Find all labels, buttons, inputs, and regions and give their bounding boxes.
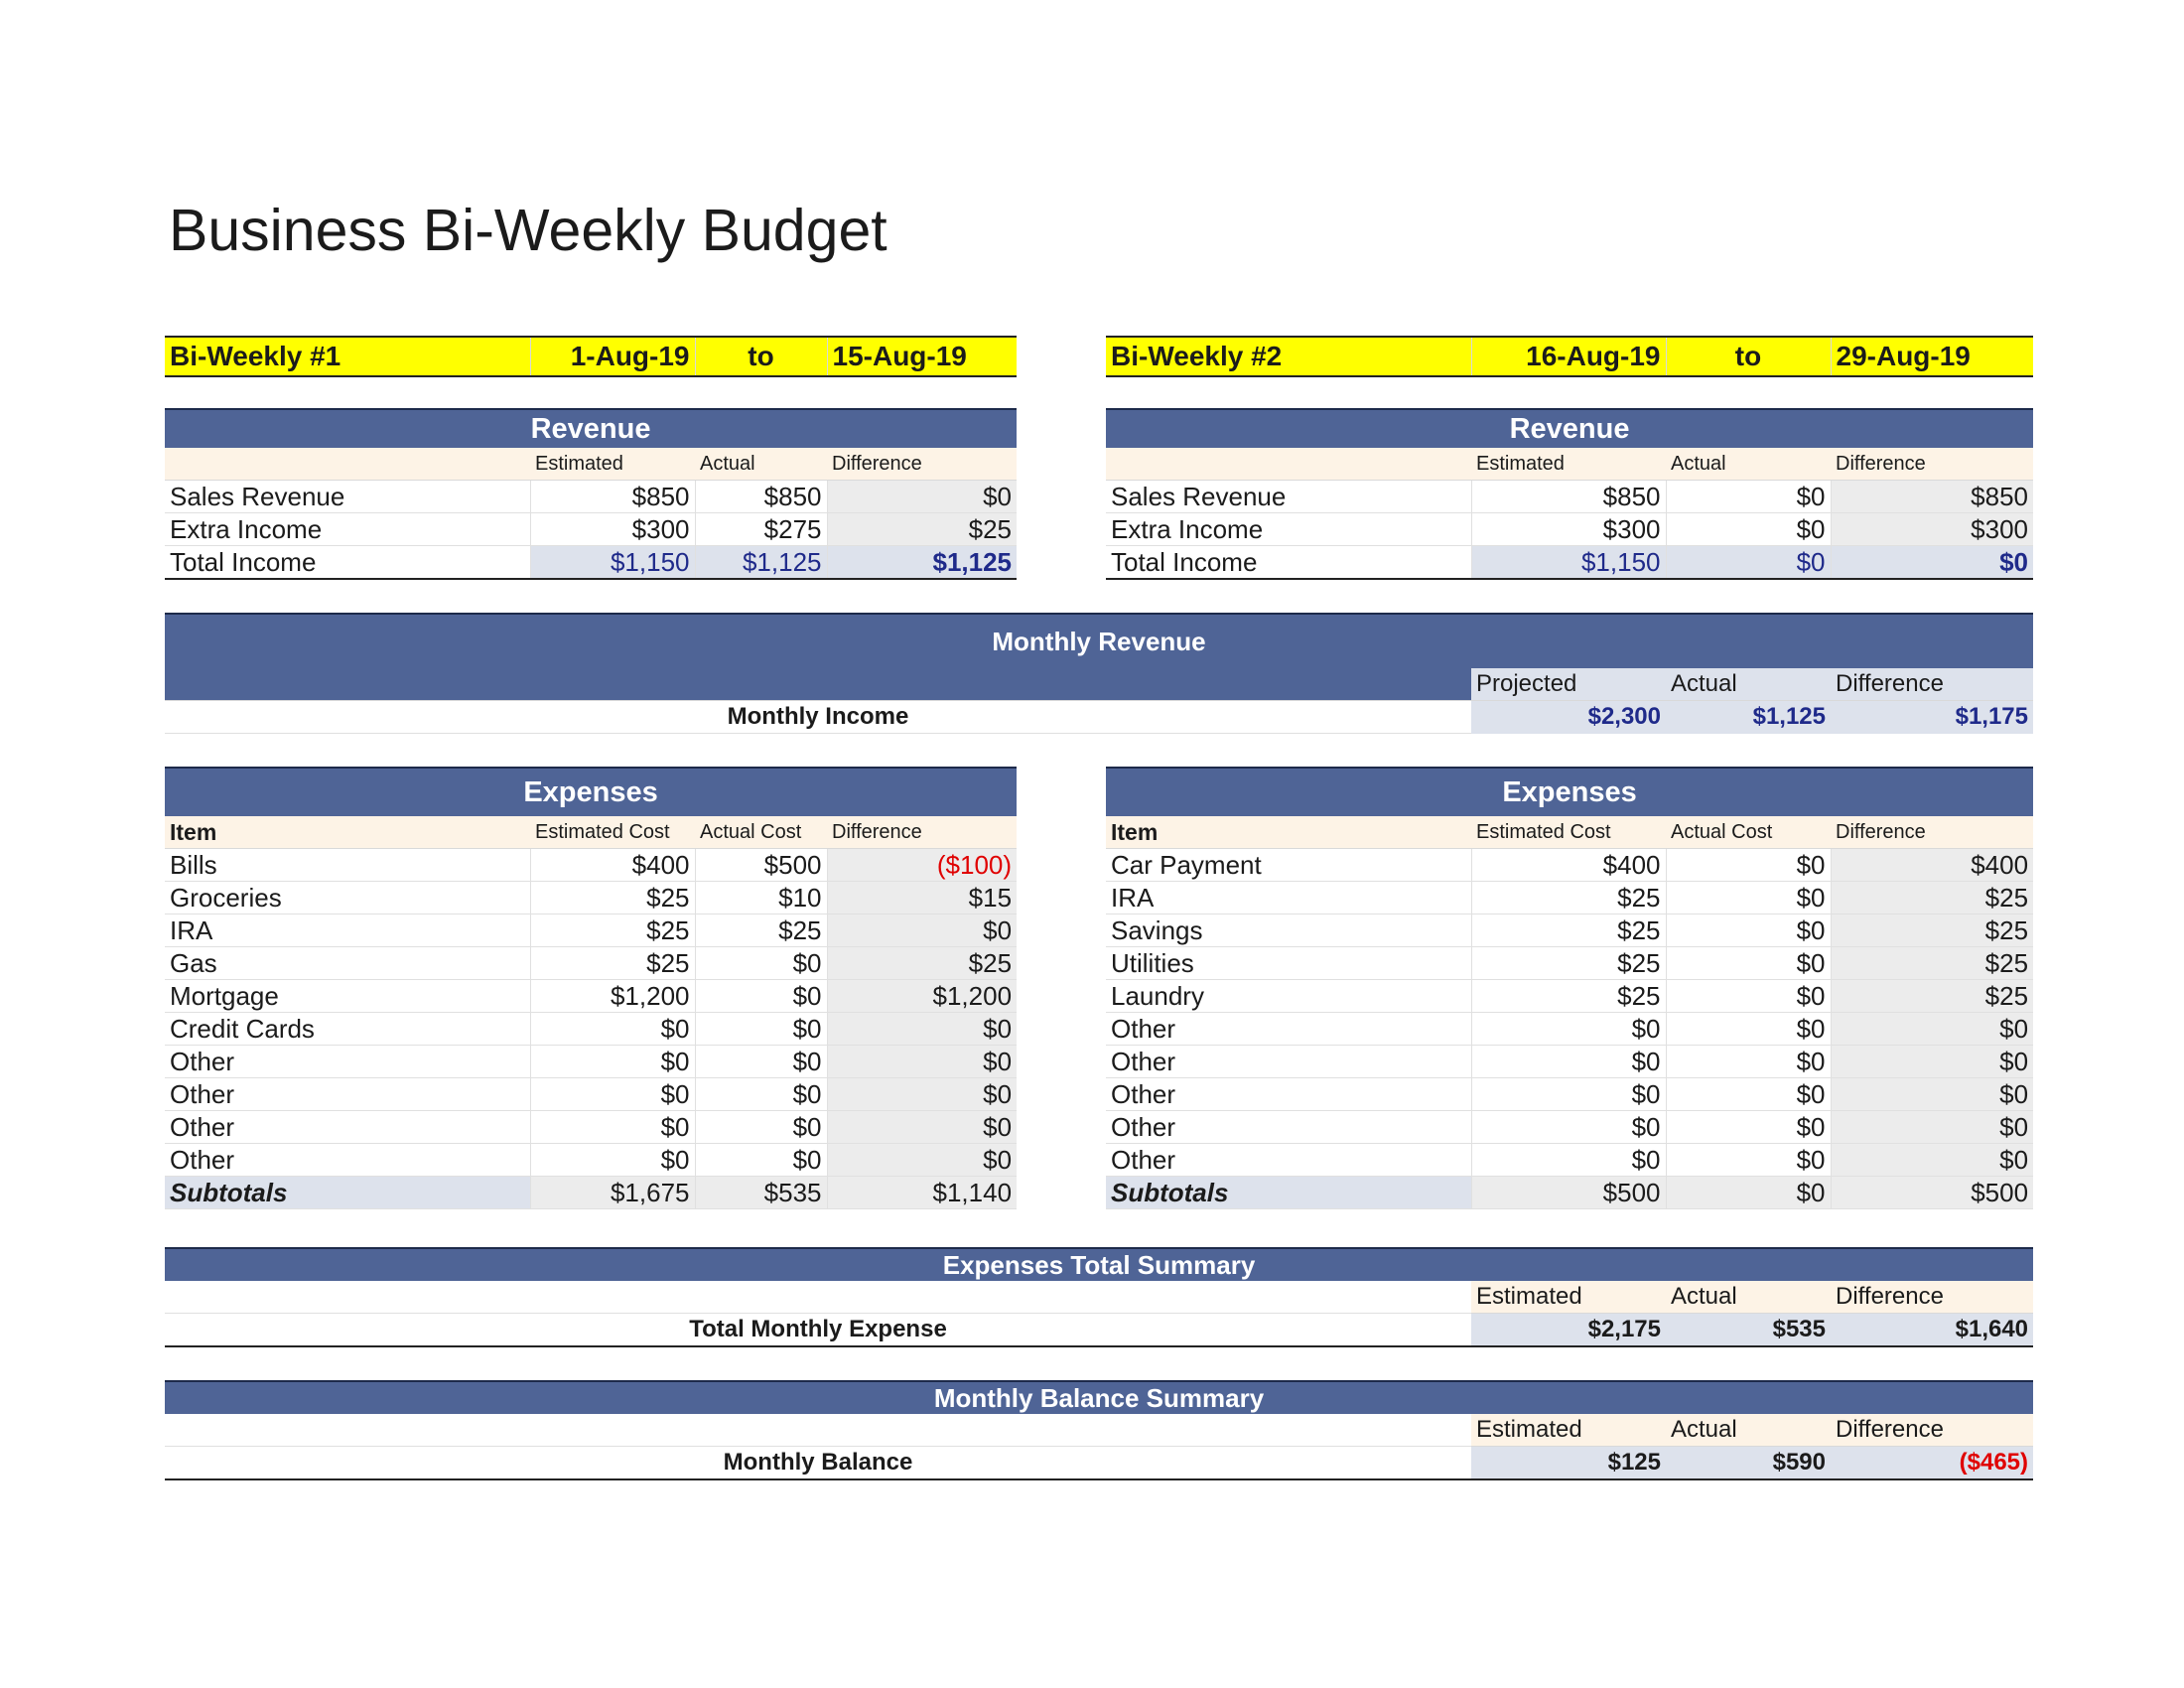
item-cell[interactable]: Utilities bbox=[1106, 947, 1471, 980]
difference-total: $0 bbox=[1831, 546, 2033, 580]
actual-cost-cell[interactable]: $500 bbox=[695, 849, 827, 882]
item-cell[interactable]: IRA bbox=[165, 914, 530, 947]
table-row bbox=[165, 481, 1017, 513]
actual-value: $590 bbox=[1666, 1447, 1831, 1480]
row-label: Total Income bbox=[1106, 546, 1471, 580]
item-cell[interactable]: Other bbox=[165, 1078, 530, 1111]
row-label: Sales Revenue bbox=[1106, 481, 1471, 513]
actual-cost-cell[interactable]: $25 bbox=[695, 914, 827, 947]
estimated-subtotal: $500 bbox=[1471, 1177, 1666, 1209]
difference-cell: $25 bbox=[827, 947, 1017, 980]
col-projected: Projected bbox=[1471, 668, 1666, 701]
difference-total: $1,125 bbox=[827, 546, 1017, 580]
estimated-subtotal: $1,675 bbox=[530, 1177, 695, 1209]
subtotal-row bbox=[1106, 1177, 2033, 1209]
estimated-value: $125 bbox=[1471, 1447, 1666, 1480]
col-estimated: Estimated bbox=[1471, 1414, 1666, 1447]
difference-cell: $0 bbox=[827, 481, 1017, 513]
actual-cell[interactable]: $0 bbox=[1666, 513, 1831, 546]
subtotal-label: Subtotals bbox=[1106, 1177, 1471, 1209]
difference-cell: $15 bbox=[827, 882, 1017, 914]
period-to: to bbox=[695, 337, 827, 376]
col-estimated: Estimated bbox=[1471, 1281, 1666, 1314]
difference-cell: $25 bbox=[827, 513, 1017, 546]
period-start-date[interactable]: 16-Aug-19 bbox=[1471, 337, 1666, 376]
col-estimated: Estimated bbox=[1471, 448, 1666, 481]
estimated-value: $2,175 bbox=[1471, 1314, 1666, 1347]
actual-value: $535 bbox=[1666, 1314, 1831, 1347]
actual-cost-cell[interactable]: $10 bbox=[695, 882, 827, 914]
actual-cost-cell[interactable]: $0 bbox=[1666, 947, 1831, 980]
difference-cell: $0 bbox=[827, 1111, 1017, 1144]
total-row bbox=[1106, 546, 2033, 580]
estimated-cell[interactable]: $300 bbox=[530, 513, 695, 546]
monthly-revenue-table bbox=[165, 613, 2033, 734]
period-start-date[interactable]: 1-Aug-19 bbox=[530, 337, 695, 376]
actual-cell[interactable]: $850 bbox=[695, 481, 827, 513]
table-row bbox=[1106, 914, 2033, 947]
monthly-balance-label: Monthly Balance bbox=[165, 1447, 1471, 1480]
estimated-cost-cell[interactable]: $0 bbox=[530, 1013, 695, 1046]
estimated-cost-cell[interactable]: $25 bbox=[1471, 882, 1666, 914]
difference-value: ($465) bbox=[1831, 1447, 2033, 1480]
expenses-table-2 bbox=[1106, 767, 2033, 1209]
item-cell[interactable]: Other bbox=[165, 1144, 530, 1177]
col-estimated-cost: Estimated Cost bbox=[530, 816, 695, 849]
table-row bbox=[1106, 1144, 2033, 1177]
actual-cell[interactable]: $0 bbox=[1666, 481, 1831, 513]
subtotal-row bbox=[165, 1177, 1017, 1209]
monthly-revenue-heading: Monthly Revenue bbox=[165, 614, 2033, 668]
col-actual-cost: Actual Cost bbox=[1666, 816, 1831, 849]
table-row bbox=[1106, 849, 2033, 882]
table-row bbox=[1106, 1046, 2033, 1078]
estimated-cost-cell[interactable]: $25 bbox=[530, 882, 695, 914]
expenses-summary-heading: Expenses Total Summary bbox=[165, 1248, 2033, 1281]
col-actual: Actual bbox=[1666, 1414, 1831, 1447]
col-actual: Actual bbox=[1666, 1281, 1831, 1314]
row-label: Total Income bbox=[165, 546, 530, 580]
col-difference: Difference bbox=[827, 448, 1017, 481]
expenses-summary-table bbox=[165, 1247, 2033, 1347]
row-label: Sales Revenue bbox=[165, 481, 530, 513]
period-end-date[interactable]: 29-Aug-19 bbox=[1831, 337, 2033, 376]
actual-cost-cell[interactable]: $0 bbox=[695, 1013, 827, 1046]
table-row bbox=[1106, 1013, 2033, 1046]
difference-subtotal: $1,140 bbox=[827, 1177, 1017, 1209]
revenue-heading: Revenue bbox=[1106, 409, 2033, 448]
expenses-table-1 bbox=[165, 767, 1017, 1209]
total-row bbox=[165, 546, 1017, 580]
period-end-date[interactable]: 15-Aug-19 bbox=[827, 337, 1017, 376]
estimated-cost-cell[interactable]: $1,200 bbox=[530, 980, 695, 1013]
row-label: Extra Income bbox=[165, 513, 530, 546]
table-row bbox=[1106, 1078, 2033, 1111]
total-monthly-expense-row bbox=[165, 1314, 2033, 1347]
difference-cell: $25 bbox=[1831, 914, 2033, 947]
row-label: Extra Income bbox=[1106, 513, 1471, 546]
item-cell[interactable]: Other bbox=[1106, 1013, 1471, 1046]
actual-cost-cell[interactable]: $0 bbox=[1666, 1046, 1831, 1078]
estimated-cost-cell[interactable]: $0 bbox=[530, 1111, 695, 1144]
difference-cell: ($100) bbox=[827, 849, 1017, 882]
difference-cell: $25 bbox=[1831, 882, 2033, 914]
col-difference: Difference bbox=[1831, 1281, 2033, 1314]
estimated-cost-cell[interactable]: $0 bbox=[530, 1144, 695, 1177]
balance-summary-heading: Monthly Balance Summary bbox=[165, 1381, 2033, 1414]
col-actual: Actual bbox=[1666, 668, 1831, 701]
difference-cell: $25 bbox=[1831, 980, 2033, 1013]
actual-total: $1,125 bbox=[695, 546, 827, 580]
period-bar-1 bbox=[165, 336, 1017, 377]
actual-cost-cell[interactable]: $0 bbox=[695, 947, 827, 980]
actual-cost-cell[interactable]: $0 bbox=[695, 980, 827, 1013]
actual-cost-cell[interactable]: $0 bbox=[1666, 1111, 1831, 1144]
table-row bbox=[165, 1013, 1017, 1046]
difference-cell: $0 bbox=[1831, 1046, 2033, 1078]
actual-total: $0 bbox=[1666, 546, 1831, 580]
table-row bbox=[165, 1144, 1017, 1177]
actual-cell[interactable]: $275 bbox=[695, 513, 827, 546]
table-row bbox=[1106, 513, 2033, 546]
col-estimated: Estimated bbox=[530, 448, 695, 481]
difference-cell: $0 bbox=[827, 1013, 1017, 1046]
item-cell[interactable]: Laundry bbox=[1106, 980, 1471, 1013]
table-row bbox=[1106, 481, 2033, 513]
col-item: Item bbox=[1106, 816, 1471, 849]
estimated-cost-cell[interactable]: $25 bbox=[1471, 914, 1666, 947]
difference-cell: $0 bbox=[827, 1144, 1017, 1177]
page-title: Business Bi-Weekly Budget bbox=[169, 198, 887, 263]
difference-value: $1,175 bbox=[1831, 701, 2033, 734]
difference-cell: $1,200 bbox=[827, 980, 1017, 1013]
col-difference: Difference bbox=[1831, 668, 2033, 701]
blank-header-cell bbox=[165, 1414, 1471, 1447]
period-to: to bbox=[1666, 337, 1831, 376]
actual-cost-cell[interactable]: $0 bbox=[1666, 1144, 1831, 1177]
estimated-cell[interactable]: $300 bbox=[1471, 513, 1666, 546]
balance-summary-table bbox=[165, 1380, 2033, 1480]
total-monthly-expense-label: Total Monthly Expense bbox=[165, 1314, 1471, 1347]
estimated-cost-cell[interactable]: $25 bbox=[1471, 947, 1666, 980]
table-row bbox=[165, 914, 1017, 947]
col-actual: Actual bbox=[1666, 448, 1831, 481]
estimated-cost-cell[interactable]: $25 bbox=[530, 914, 695, 947]
monthly-balance-row bbox=[165, 1447, 2033, 1480]
blank-header-cell bbox=[165, 448, 530, 481]
item-cell[interactable]: Gas bbox=[165, 947, 530, 980]
estimated-cost-cell[interactable]: $0 bbox=[1471, 1013, 1666, 1046]
difference-cell: $0 bbox=[1831, 1013, 2033, 1046]
difference-cell: $400 bbox=[1831, 849, 2033, 882]
actual-cost-cell[interactable]: $0 bbox=[695, 1078, 827, 1111]
table-row bbox=[1106, 980, 2033, 1013]
estimated-cost-cell[interactable]: $400 bbox=[530, 849, 695, 882]
table-row bbox=[165, 1046, 1017, 1078]
col-actual: Actual bbox=[695, 448, 827, 481]
projected-value: $2,300 bbox=[1471, 701, 1666, 734]
table-row bbox=[1106, 947, 2033, 980]
difference-cell: $0 bbox=[827, 1046, 1017, 1078]
difference-cell: $0 bbox=[827, 914, 1017, 947]
actual-value: $1,125 bbox=[1666, 701, 1831, 734]
difference-cell: $25 bbox=[1831, 947, 2033, 980]
actual-subtotal: $535 bbox=[695, 1177, 827, 1209]
item-cell[interactable]: Other bbox=[165, 1111, 530, 1144]
estimated-cost-cell[interactable]: $25 bbox=[1471, 980, 1666, 1013]
item-cell[interactable]: Mortgage bbox=[165, 980, 530, 1013]
estimated-cell[interactable]: $850 bbox=[1471, 481, 1666, 513]
actual-cost-cell[interactable]: $0 bbox=[1666, 1013, 1831, 1046]
item-cell[interactable]: Groceries bbox=[165, 882, 530, 914]
item-cell[interactable]: Savings bbox=[1106, 914, 1471, 947]
estimated-cost-cell[interactable]: $0 bbox=[530, 1046, 695, 1078]
table-row bbox=[1106, 1111, 2033, 1144]
estimated-cell[interactable]: $850 bbox=[530, 481, 695, 513]
estimated-cost-cell[interactable]: $0 bbox=[1471, 1144, 1666, 1177]
col-item: Item bbox=[165, 816, 530, 849]
table-row bbox=[165, 1078, 1017, 1111]
col-difference: Difference bbox=[1831, 448, 2033, 481]
blank-header-cell bbox=[1106, 448, 1471, 481]
item-cell[interactable]: Other bbox=[165, 1046, 530, 1078]
item-cell[interactable]: Other bbox=[1106, 1144, 1471, 1177]
monthly-income-row bbox=[165, 701, 2033, 734]
col-estimated-cost: Estimated Cost bbox=[1471, 816, 1666, 849]
actual-cost-cell[interactable]: $0 bbox=[1666, 914, 1831, 947]
item-cell[interactable]: Car Payment bbox=[1106, 849, 1471, 882]
actual-cost-cell[interactable]: $0 bbox=[695, 1144, 827, 1177]
actual-cost-cell[interactable]: $0 bbox=[1666, 882, 1831, 914]
difference-cell: $850 bbox=[1831, 481, 2033, 513]
estimated-cost-cell[interactable]: $0 bbox=[1471, 1078, 1666, 1111]
difference-cell: $300 bbox=[1831, 513, 2033, 546]
actual-subtotal: $0 bbox=[1666, 1177, 1831, 1209]
difference-cell: $0 bbox=[827, 1078, 1017, 1111]
estimated-total: $1,150 bbox=[1471, 546, 1666, 580]
col-actual-cost: Actual Cost bbox=[695, 816, 827, 849]
difference-value: $1,640 bbox=[1831, 1314, 2033, 1347]
expenses-heading: Expenses bbox=[165, 768, 1017, 816]
estimated-total: $1,150 bbox=[530, 546, 695, 580]
table-row bbox=[165, 882, 1017, 914]
blank-header-cell bbox=[165, 668, 1471, 701]
actual-cost-cell[interactable]: $0 bbox=[1666, 1078, 1831, 1111]
revenue-table-1 bbox=[165, 408, 1017, 580]
table-row bbox=[165, 1111, 1017, 1144]
blank-header-cell bbox=[165, 1281, 1471, 1314]
table-row bbox=[165, 513, 1017, 546]
revenue-heading: Revenue bbox=[165, 409, 1017, 448]
period-bar-2 bbox=[1106, 336, 2033, 377]
estimated-cost-cell[interactable]: $0 bbox=[530, 1078, 695, 1111]
difference-cell: $0 bbox=[1831, 1078, 2033, 1111]
col-difference: Difference bbox=[827, 816, 1017, 849]
item-cell[interactable]: Other bbox=[1106, 1078, 1471, 1111]
estimated-cost-cell[interactable]: $0 bbox=[1471, 1046, 1666, 1078]
actual-cost-cell[interactable]: $0 bbox=[695, 1111, 827, 1144]
col-difference: Difference bbox=[1831, 816, 2033, 849]
expenses-heading: Expenses bbox=[1106, 768, 2033, 816]
actual-cost-cell[interactable]: $0 bbox=[1666, 849, 1831, 882]
actual-cost-cell[interactable]: $0 bbox=[1666, 980, 1831, 1013]
col-difference: Difference bbox=[1831, 1414, 2033, 1447]
period-label: Bi-Weekly #2 bbox=[1106, 337, 1471, 376]
period-label: Bi-Weekly #1 bbox=[165, 337, 530, 376]
subtotal-label: Subtotals bbox=[165, 1177, 530, 1209]
item-cell[interactable]: Other bbox=[1106, 1111, 1471, 1144]
monthly-income-label: Monthly Income bbox=[165, 701, 1471, 734]
table-row bbox=[165, 849, 1017, 882]
estimated-cost-cell[interactable]: $400 bbox=[1471, 849, 1666, 882]
difference-cell: $0 bbox=[1831, 1144, 2033, 1177]
table-row bbox=[165, 947, 1017, 980]
table-row bbox=[165, 980, 1017, 1013]
difference-subtotal: $500 bbox=[1831, 1177, 2033, 1209]
actual-cost-cell[interactable]: $0 bbox=[695, 1046, 827, 1078]
item-cell[interactable]: Credit Cards bbox=[165, 1013, 530, 1046]
item-cell[interactable]: Other bbox=[1106, 1046, 1471, 1078]
estimated-cost-cell[interactable]: $0 bbox=[1471, 1111, 1666, 1144]
estimated-cost-cell[interactable]: $25 bbox=[530, 947, 695, 980]
item-cell[interactable]: Bills bbox=[165, 849, 530, 882]
item-cell[interactable]: IRA bbox=[1106, 882, 1471, 914]
revenue-table-2 bbox=[1106, 408, 2033, 580]
table-row bbox=[1106, 882, 2033, 914]
difference-cell: $0 bbox=[1831, 1111, 2033, 1144]
